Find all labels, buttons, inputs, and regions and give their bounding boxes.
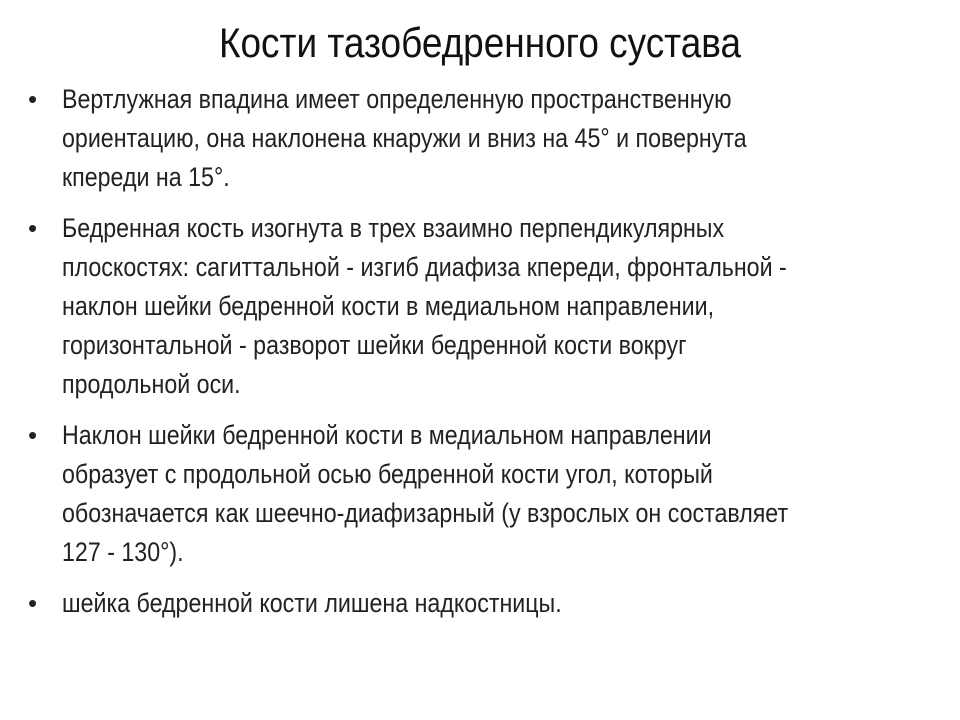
text-line: образует с продольной осью бедренной кости угол, который — [62, 459, 713, 489]
text-line: кпереди на 15°. — [62, 162, 230, 192]
text-line: плоскостях: сагиттальной - изгиб диафиза кпереди, фронтальной - — [62, 252, 787, 282]
bullet-point-icon: • — [28, 213, 38, 243]
text-line: 127 - 130°). — [62, 537, 184, 567]
text-line: Бедренная кость изогнута в трех взаимно перпендикулярных — [62, 213, 725, 243]
text-line: Наклон шейки бедренной кости в медиальном направлении — [62, 420, 712, 450]
text-line: продольной оси. — [62, 369, 241, 399]
text-line: Вертлужная впадина имеет определенную пространственную — [62, 84, 732, 114]
bullet-text — [62, 209, 888, 404]
bullet-item-2 — [24, 209, 934, 404]
bullet-point-icon: • — [28, 588, 38, 618]
bullet-list — [24, 80, 934, 635]
bullet-text — [62, 584, 888, 623]
text-line: наклон шейки бедренной кости в медиальном направлении, — [62, 291, 715, 321]
text-line: горизонтальной - разворот шейки бедренной кости вокруг — [62, 330, 687, 360]
text-line: обозначается как шеечно-диафизарный (у взрослых он составляет — [62, 498, 789, 528]
text-line: шейка бедренной кости лишена надкостницы. — [62, 588, 562, 618]
bullet-item-3 — [24, 416, 934, 572]
bullet-text — [62, 80, 888, 197]
slide-title: Кости тазобедренного сустава — [218, 19, 742, 66]
bullet-item-1 — [24, 80, 934, 197]
bullet-point-icon: • — [28, 84, 38, 114]
bullet-point-icon: • — [28, 420, 38, 450]
text-line: ориентацию, она наклонена кнаружи и вниз на 45° и повернута — [62, 123, 747, 153]
bullet-item-4 — [24, 584, 934, 623]
bullet-text — [62, 416, 888, 572]
